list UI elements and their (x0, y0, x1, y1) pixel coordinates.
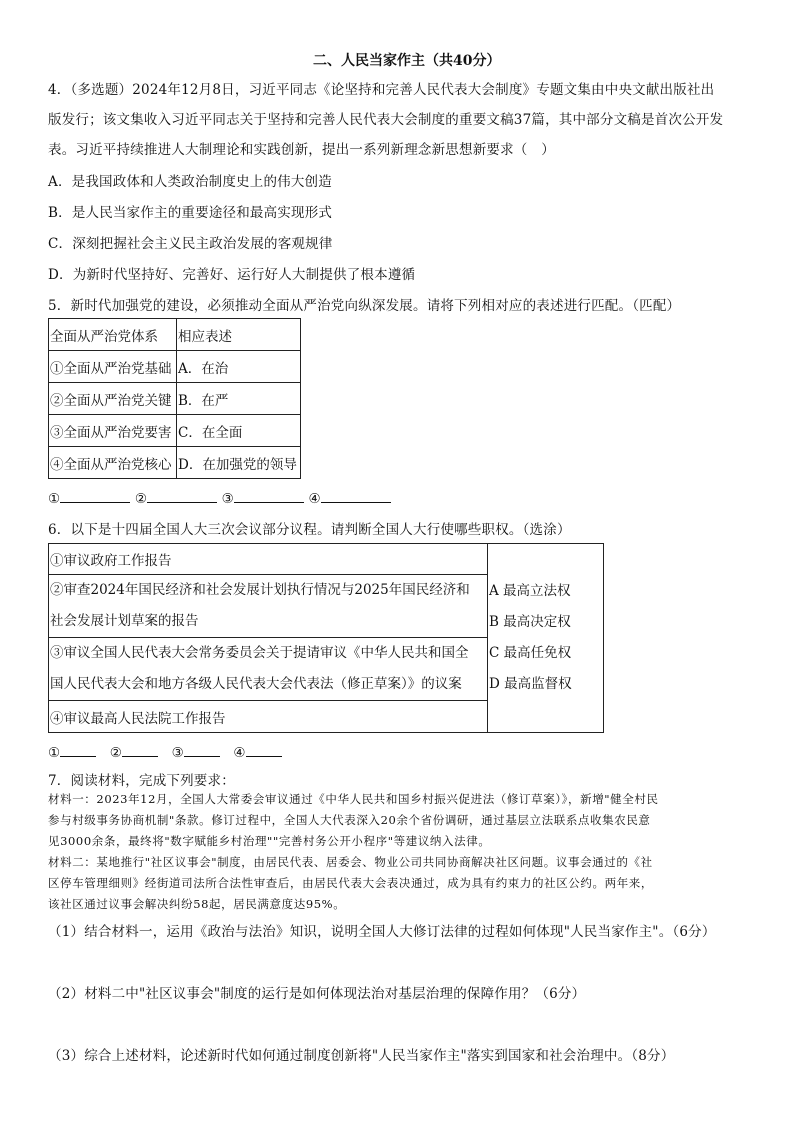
q6-answer-label: ② (109, 745, 123, 761)
q6-answer-label: ③ (171, 745, 184, 761)
q5-answer-label: ③ (221, 491, 234, 507)
q6-agenda-item: ①审议政府工作报告 (49, 544, 488, 575)
q5-row-right: D．在加强党的领导 (177, 447, 301, 479)
q5-answer-line (48, 489, 391, 507)
q6-agenda-item: ③审议全国人民代表大会常务委员会关于提请审议《中华人民共和国全 国人民代表大会和地方各级人民代表大会代表法（修正草案）》的议案 (49, 638, 488, 701)
q5-row-left: ②全面从严治党关键 (49, 383, 177, 415)
q4-option-c[interactable]: C．深刻把握社会主义民主政治发展的客观规律 (48, 236, 333, 252)
q6-stem: 6．以下是十四届全国人大三次会议部分议程。请判断全国人大行使哪些职权。（选涂） (48, 522, 571, 538)
q7-subquestion-1: （1）结合材料一，运用《政治与法治》知识，说明全国人大修订法律的过程如何体现"人民当家作主"。（6分） (48, 924, 716, 940)
q7-subquestion-2: （2）材料二中"社区议事会"制度的运行是如何体现法治对基层治理的保障作用？（6分） (48, 986, 586, 1002)
q6-agenda-table (48, 543, 604, 733)
q7-material2-line: 该社区通过议事会解决纠纷58起，居民满意度达95%。 (48, 897, 346, 911)
q5-answer-label: ② (134, 491, 148, 507)
q7-stem: 7．阅读材料，完成下列要求： (48, 773, 235, 789)
q5-row-right: C．在全面 (177, 415, 301, 447)
q5-header-left: 全面从严治党体系 (49, 319, 177, 351)
section-title: 二、人民当家作主（共40分） (313, 53, 501, 69)
q7-material1-line: 参与村级事务协商机制"条款。修订过程中，全国人大代表深入20余个省份调研，通过基层立法联系点收集农民意 (48, 813, 651, 827)
q5-answer-blank-3[interactable] (234, 489, 304, 503)
q5-row-right: A．在治 (177, 351, 301, 383)
q6-answer-label: ① (48, 745, 61, 761)
q6-power-option[interactable]: B 最高决定权 (489, 614, 571, 630)
q6-powers-cell (488, 544, 604, 733)
q6-answer-blank-2[interactable] (122, 743, 158, 757)
q6-power-option[interactable]: D 最高监督权 (489, 676, 572, 692)
q4-stem-line3: 表。习近平持续推进人大制理论和实践创新，提出一系列新理念新思想新要求（ ） (48, 142, 555, 158)
q6-power-option[interactable]: A 最高立法权 (489, 583, 571, 599)
q5-answer-label: ④ (308, 491, 321, 507)
q4-option-a[interactable]: A．是我国政体和人类政治制度史上的伟大创造 (48, 174, 332, 190)
q5-row-left: ③全面从严治党要害 (49, 415, 177, 447)
q5-row-right: B．在严 (177, 383, 301, 415)
q6-agenda-item: ④审议最高人民法院工作报告 (49, 701, 488, 733)
q4-option-b[interactable]: B．是人民当家作主的重要途径和最高实现形式 (48, 205, 333, 221)
q4-option-d[interactable]: D．为新时代坚持好、完善好、运行好人大制提供了根本遵循 (48, 267, 416, 283)
q7-material1-line: 材料一：2023年12月，全国人大常委会审议通过《中华人民共和国乡村振兴促进法（修订草案）》，新增"健全村民 (48, 792, 659, 806)
q4-stem-line1: 4．（多选题）2024年12月8日，习近平同志《论坚持和完善人民代表大会制度》专题文集由中央文献出版社出 (48, 82, 715, 98)
q5-stem: 5．新时代加强党的建设，必须推动全面从严治党向纵深发展。请将下列相对应的表述进行匹配。（匹配） (48, 298, 681, 314)
q7-material1-line: 见3000余条，最终将"数字赋能乡村治理""完善村务公开小程序"等建议纳入法律。 (48, 834, 491, 848)
q5-header-right: 相应表述 (177, 319, 301, 351)
q6-answer-label: ④ (233, 745, 246, 761)
q7-material2-line: 区停车管理细则》经街道司法所合法性审查后，由居民代表大会表决通过，成为具有约束力的社区公约。两年来， (48, 876, 653, 890)
q6-answer-blank-1[interactable] (60, 743, 96, 757)
q6-answer-blank-3[interactable] (184, 743, 220, 757)
q6-power-option[interactable]: C 最高任免权 (489, 645, 572, 661)
q4-stem-line2: 版发行；该文集收入习近平同志关于坚持和完善人民代表大会制度的重要文稿37篇，其中部分文稿是首次公开发 (48, 112, 724, 128)
q5-answer-label: ① (48, 491, 61, 507)
q6-agenda-item: ②审查2024年国民经济和社会发展计划执行情况与2025年国民经济和 社会发展计划草案的报告 (49, 575, 488, 638)
q6-answer-blank-4[interactable] (246, 743, 282, 757)
q5-answer-blank-1[interactable] (60, 489, 130, 503)
q5-row-left: ①全面从严治党基础 (49, 351, 177, 383)
q6-answer-line (48, 743, 282, 761)
q5-answer-blank-4[interactable] (321, 489, 391, 503)
q5-answer-blank-2[interactable] (147, 489, 217, 503)
q7-material2-line: 材料二：某地推行"社区议事会"制度，由居民代表、居委会、物业公司共同协商解决社区问题。议事会通过的《社 (48, 855, 653, 869)
q5-row-left: ④全面从严治党核心 (49, 447, 177, 479)
q5-match-table (48, 318, 301, 479)
q7-subquestion-3: （3）综合上述材料，论述新时代如何通过制度创新将"人民当家作主"落实到国家和社会治理中。（8分） (48, 1048, 675, 1064)
